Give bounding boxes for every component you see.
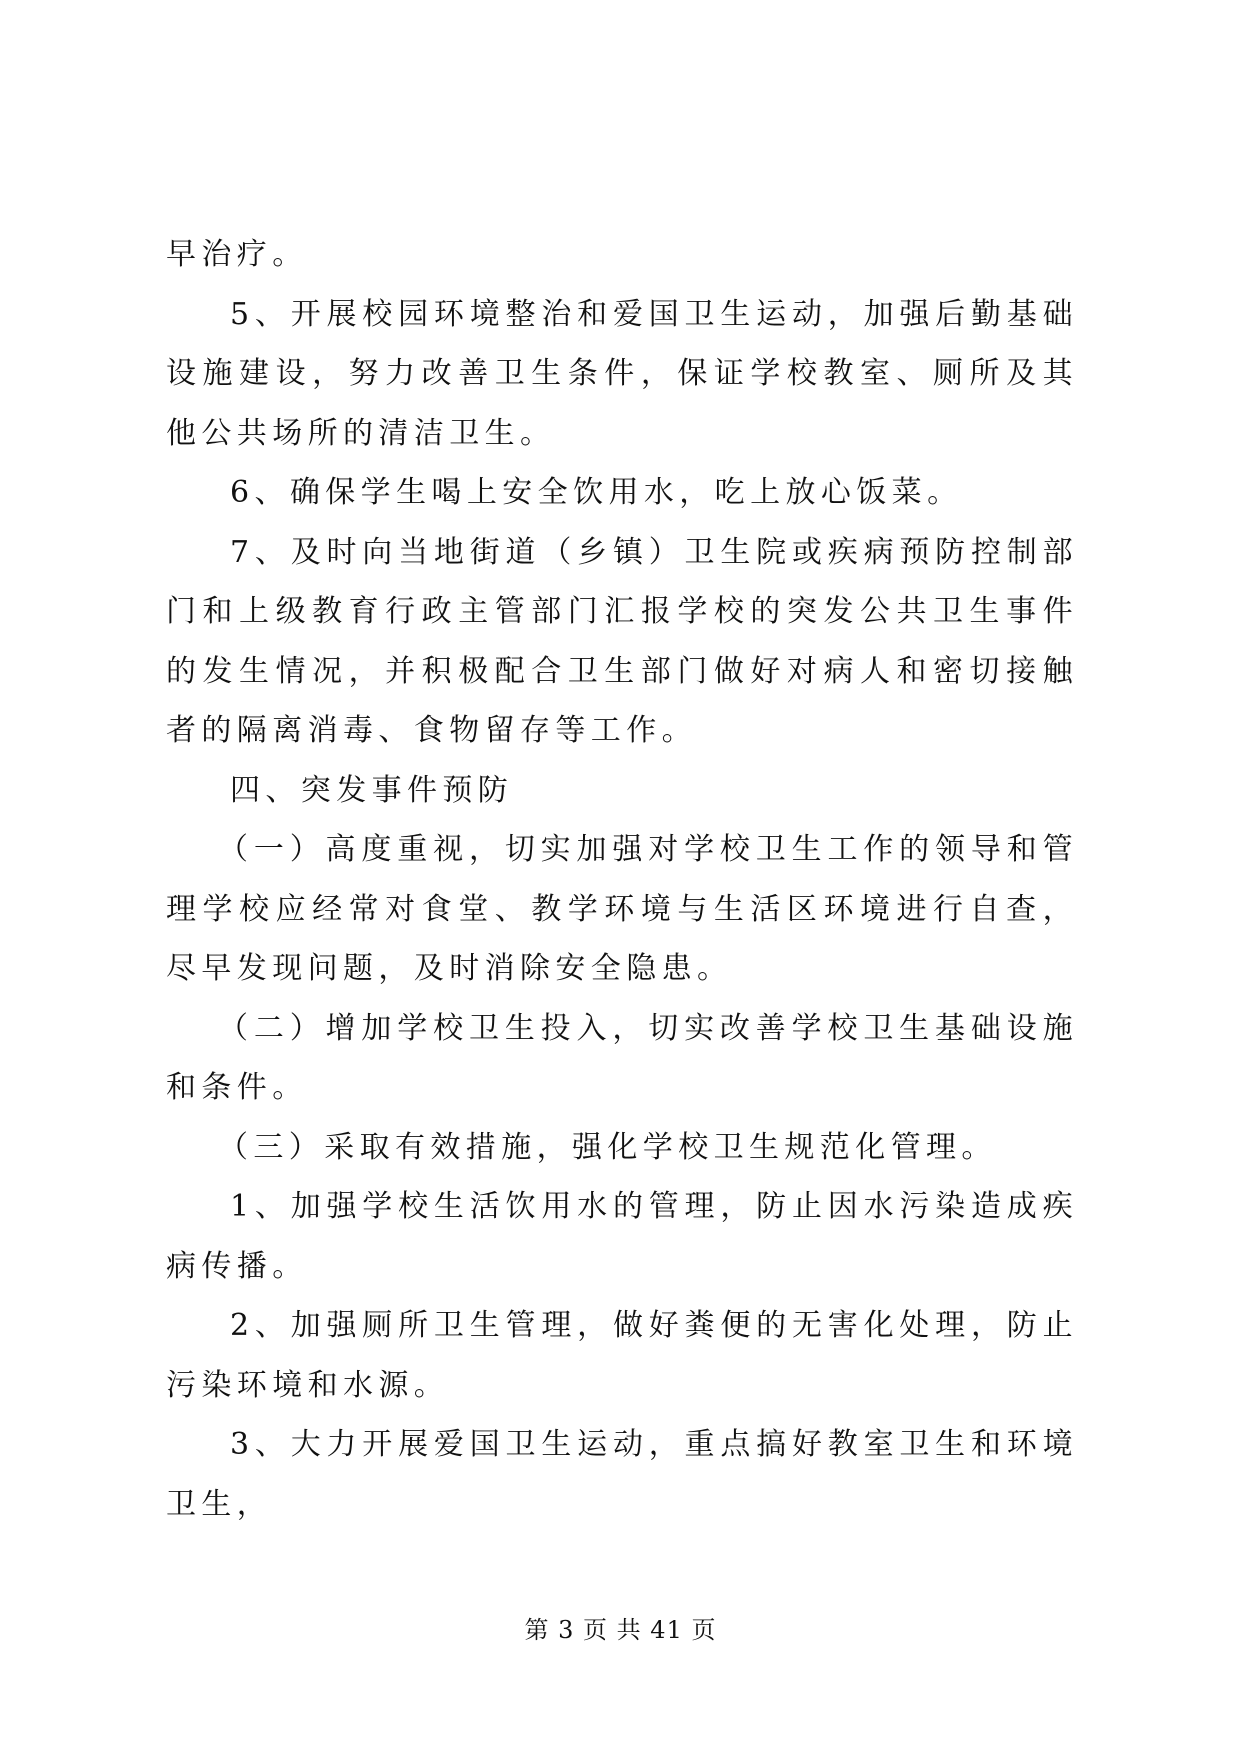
paragraph-list-3: 3、大力开展爱国卫生运动，重点搞好教室卫生和环境卫生， bbox=[166, 1427, 1078, 1522]
page-number-footer: 第 3 页 共 41 页 bbox=[524, 1616, 717, 1644]
paragraph-item-5: 5、开展校园环境整治和爱国卫生运动，加强后勤基础设施建设，努力改善卫生条件，保证学校教室、厕所及其他公共场所的清洁卫生。 bbox=[166, 296, 1078, 451]
paragraph-item-7: 7、及时向当地街道（乡镇）卫生院或疾病预防控制部门和上级教育行政主管部门汇报学校的突发公共卫生事件的发生情况，并积极配合卫生部门做好对病人和密切接触者的隔离消毒、食物留存等工作。 bbox=[166, 534, 1078, 748]
paragraph-item-6: 6、确保学生喝上安全饮用水，吃上放心饭菜。 bbox=[230, 475, 963, 510]
section-heading: 四、突发事件预防 bbox=[230, 772, 514, 808]
paragraph-continuation: 早治疗。 bbox=[166, 237, 308, 272]
paragraph-sub-3: （三）采取有效措施，强化学校卫生规范化管理。 bbox=[218, 1129, 997, 1165]
paragraph-sub-2: （二）增加学校卫生投入，切实改善学校卫生基础设施和条件。 bbox=[166, 1010, 1078, 1105]
paragraph-list-1: 1、加强学校生活饮用水的管理，防止因水污染造成疾病传播。 bbox=[166, 1189, 1078, 1284]
paragraph-list-2: 2、加强厕所卫生管理，做好粪便的无害化处理，防止污染环境和水源。 bbox=[166, 1308, 1078, 1403]
document-body bbox=[166, 225, 1078, 1534]
paragraph-sub-1: （一）高度重视，切实加强对学校卫生工作的领导和管理学校应经常对食堂、教学环境与生活区环境进行自查，尽早发现问题，及时消除安全隐患。 bbox=[166, 832, 1078, 986]
